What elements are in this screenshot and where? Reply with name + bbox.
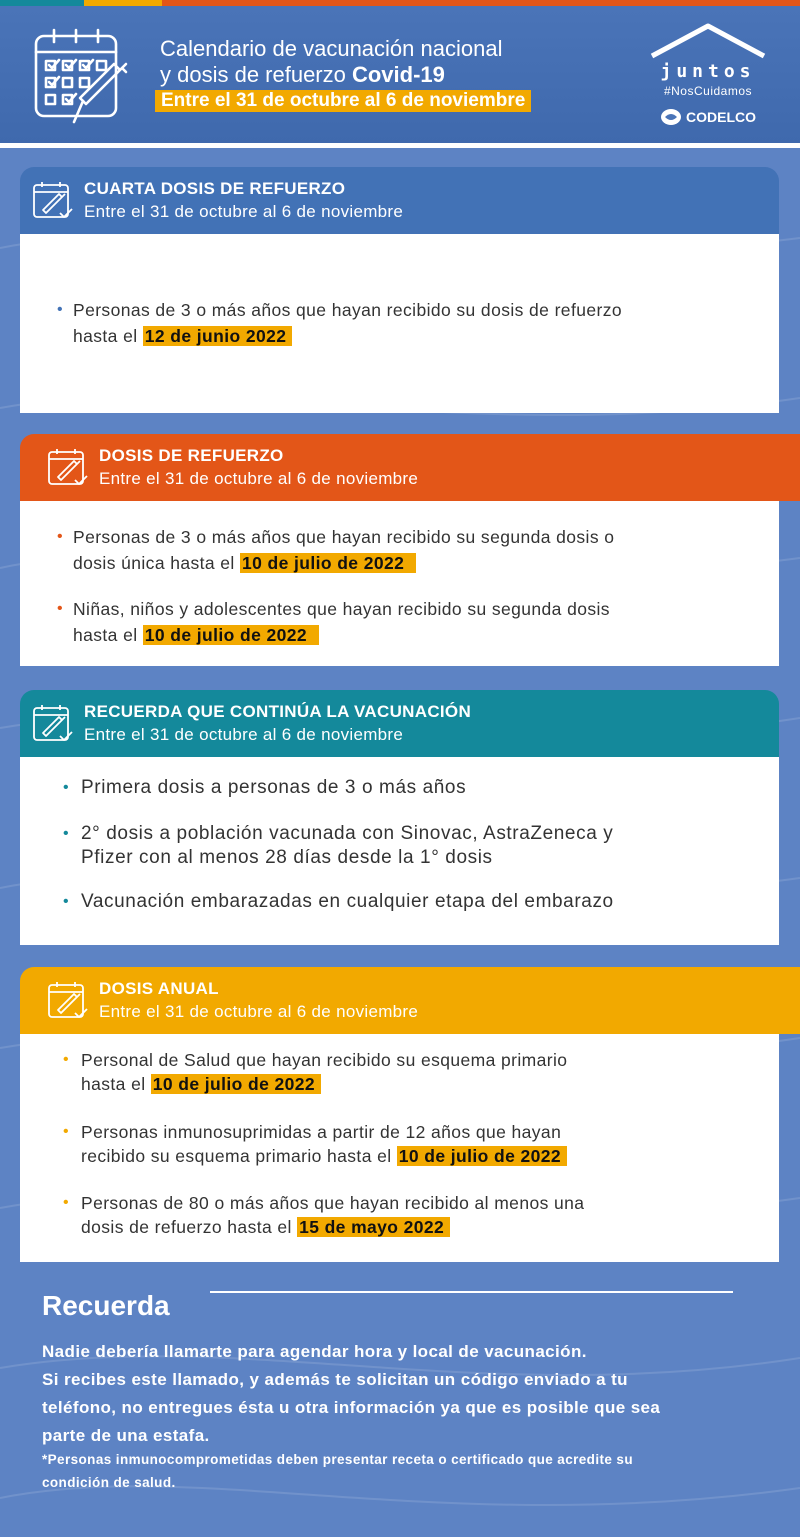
section-header-dosis-refuerzo [20, 434, 800, 501]
bullet-icon: • [63, 825, 70, 842]
bullet-icon: • [63, 1194, 70, 1211]
highlight-date: 10 de julio de 2022 [397, 1146, 567, 1166]
bullet-icon: • [63, 779, 70, 796]
house-icon [648, 20, 768, 60]
highlight-date: 10 de julio de 2022 [240, 553, 416, 573]
section-title: DOSIS DE REFUERZO [99, 446, 284, 465]
list-item: • Niñas, niños y adolescentes que hayan recibido su segunda dosis hasta el 10 de julio de 2022 [57, 599, 610, 645]
bullet-icon: • [63, 1123, 70, 1140]
list-item: • Personal de Salud que hayan recibido su esquema primario hasta el 10 de julio de 2022 [63, 1050, 568, 1094]
recuerda-divider [210, 1291, 733, 1293]
list-item: • Personas inmunosuprimidas a partir de 12 años que hayan recibido su esquema primario hasta el 10 de julio de 2022 [20, 1120, 567, 1168]
footnote: *Personas inmunocomprometidas deben presentar receta o certificado que acredite su condición de salud. [42, 1452, 633, 1490]
list-item: • Personas de 3 o más años que hayan recibido su dosis de refuerzo hasta el 12 de junio 2022 [57, 300, 622, 346]
section-header-dosis-anual [20, 967, 800, 1034]
section-date: Entre el 31 de octubre al 6 de noviembre [84, 202, 404, 221]
recuerda-text: Nadie debería llamarte para agendar hora y local de vacunación. Si recibes este llamado, y además te solicitan un código enviado a tu teléfono, no entregues ésta u otra información ya que es posible que sea parte de una estafa. [42, 1342, 661, 1445]
recuerda-heading: Recuerda [42, 1290, 170, 1321]
list-item: • Personas de 3 o más años que hayan recibido su segunda dosis o dosis única hasta el 10 de julio de 2022 [57, 527, 615, 573]
highlight-date: 10 de julio de 2022 [151, 1074, 321, 1094]
section-date: Entre el 31 de octubre al 6 de noviembre [99, 1002, 419, 1021]
highlight-date: 10 de julio de 2022 [143, 625, 319, 645]
bullet-icon: • [63, 893, 70, 910]
highlight-date: 12 de junio 2022 [143, 326, 293, 346]
list-item: • Personas de 80 o más años que hayan recibido al menos una dosis de refuerzo hasta el 15 de mayo 2022 [63, 1193, 585, 1237]
section-card-cuarta-dosis [20, 234, 779, 413]
bullet-icon: • [57, 600, 64, 617]
page-header [0, 6, 800, 143]
header-divider [0, 143, 800, 148]
bullet-icon: • [63, 1051, 70, 1068]
section-card-dosis-anual [20, 1034, 779, 1262]
section-title: RECUERDA QUE CONTINÚA LA VACUNACIÓN [84, 702, 472, 721]
section-date: Entre el 31 de octubre al 6 de noviembre [84, 725, 404, 744]
brand-name: juntos [660, 61, 756, 82]
section-header-continua-vacunacion [20, 690, 779, 757]
company-logo: CODELCO [646, 108, 770, 126]
section-card-dosis-refuerzo [20, 501, 779, 666]
calendar-syringe-icon [32, 181, 74, 226]
codelco-logo-icon [660, 108, 682, 126]
list-item: • 2° dosis a población vacunada con Sinovac, AstraZeneca y Pfizer con al menos 28 días desde la 1° dosis [63, 823, 614, 868]
brand-block [646, 20, 770, 126]
calendar-syringe-icon [32, 28, 128, 137]
highlight-date: 15 de mayo 2022 [297, 1217, 450, 1237]
list-item: • Vacunación embarazadas en cualquier etapa del embarazo [63, 891, 614, 912]
section-header-cuarta-dosis [20, 167, 779, 234]
header-date-badge: Entre el 31 de octubre al 6 de noviembre [155, 90, 531, 112]
section-card-continua-vacunacion [20, 757, 779, 945]
section-date: Entre el 31 de octubre al 6 de noviembre [99, 469, 419, 488]
bullet-icon: • [57, 301, 64, 318]
calendar-syringe-icon [47, 981, 89, 1026]
list-item: • Primera dosis a personas de 3 o más años [63, 777, 467, 798]
section-title: CUARTA DOSIS DE REFUERZO [84, 179, 346, 198]
section-title: DOSIS ANUAL [99, 979, 219, 998]
brand-hashtag: #NosCuidamos [663, 84, 753, 98]
calendar-syringe-icon [47, 448, 89, 493]
header-title: Calendario de vacunación nacional y dosis de refuerzo Covid-19 [160, 36, 503, 87]
bullet-icon: • [57, 528, 64, 545]
calendar-syringe-icon [32, 704, 74, 749]
